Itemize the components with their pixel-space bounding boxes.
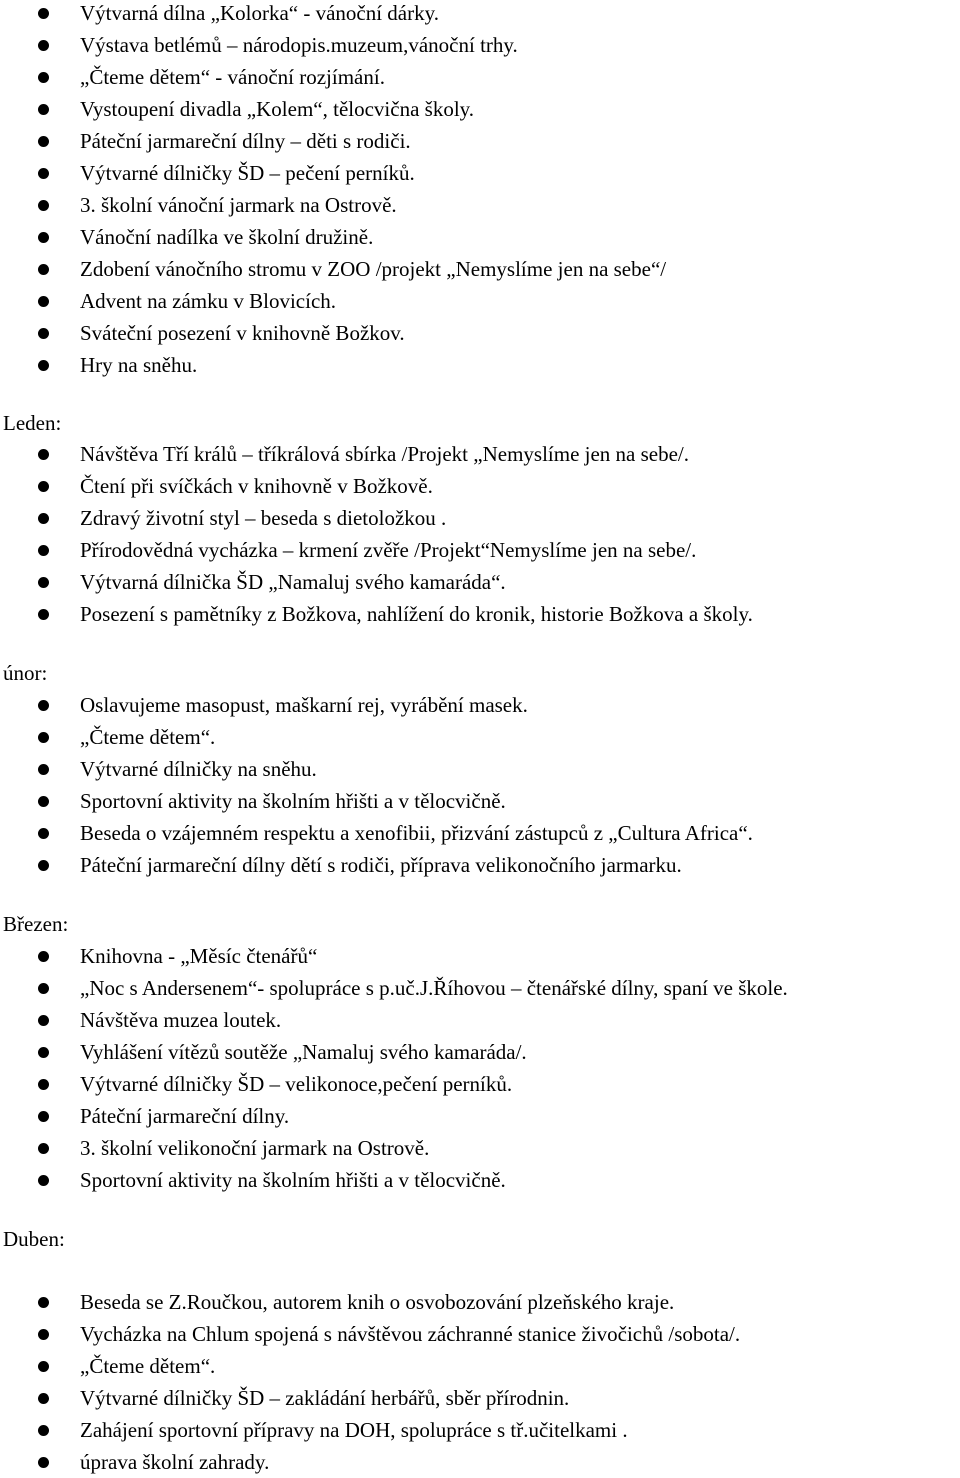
bullet-icon — [38, 796, 49, 807]
list-item: „Čteme dětem“ - vánoční rozjímání. — [80, 65, 385, 89]
bullet-icon — [38, 1111, 49, 1122]
list-item: Páteční jarmareční dílny dětí s rodiči, příprava velikonočního jarmarku. — [80, 853, 682, 877]
bullet-icon — [38, 609, 49, 620]
bullet-icon — [38, 1143, 49, 1154]
bullet-icon — [38, 136, 49, 147]
bullet-icon — [38, 828, 49, 839]
bullet-icon — [38, 104, 49, 115]
list-item: Zahájení sportovní přípravy na DOH, spolupráce s tř.učitelkami . — [80, 1418, 628, 1442]
list-item: Návštěva Tří králů – tříkrálová sbírka /Projekt „Nemyslíme jen na sebe/. — [80, 442, 690, 466]
list-item: Knihovna - „Měsíc čtenářů“ — [80, 944, 318, 968]
list-item: Sváteční posezení v knihovně Božkov. — [80, 321, 405, 345]
list-item: Čtení při svíčkách v knihovně v Božkově. — [80, 474, 433, 498]
list-item: 3. školní vánoční jarmark na Ostrově. — [80, 193, 397, 217]
list-item: Vycházka na Chlum spojená s návštěvou záchranné stanice živočichů /sobota/. — [80, 1322, 741, 1346]
list-item: Oslavujeme masopust, maškarní rej, vyrábění masek. — [80, 693, 528, 717]
bullet-icon — [38, 449, 49, 460]
bullet-icon — [38, 513, 49, 524]
bullet-icon — [38, 1361, 49, 1372]
bullet-icon — [38, 860, 49, 871]
list-item: Sportovní aktivity na školním hřišti a v tělocvičně. — [80, 789, 506, 813]
bullet-icon — [38, 481, 49, 492]
section-heading: Duben: — [3, 1227, 65, 1251]
list-item: Vyhlášení vítězů soutěže „Namaluj svého kamaráda/. — [80, 1040, 527, 1064]
bullet-icon — [38, 764, 49, 775]
bullet-icon — [38, 1047, 49, 1058]
list-item: Hry na sněhu. — [80, 353, 198, 377]
list-item: Advent na zámku v Blovicích. — [80, 289, 337, 313]
bullet-icon — [38, 8, 49, 19]
list-item: Výtvarné dílničky ŠD – pečení perníků. — [80, 161, 415, 185]
list-item: Výtvarné dílničky na sněhu. — [80, 757, 317, 781]
bullet-icon — [38, 1393, 49, 1404]
bullet-icon — [38, 40, 49, 51]
bullet-icon — [38, 328, 49, 339]
section-heading: Leden: — [3, 411, 62, 435]
list-item: „Noc s Andersenem“- spolupráce s p.uč.J.Říhovou – čtenářské dílny, spaní ve škole. — [80, 976, 788, 1000]
bullet-icon — [38, 232, 49, 243]
list-item: Vánoční nadílka ve školní družině. — [80, 225, 374, 249]
bullet-icon — [38, 168, 49, 179]
list-item: Výtvarná dílna „Kolorka“ - vánoční dárky. — [80, 1, 439, 25]
bullet-icon — [38, 700, 49, 711]
bullet-icon — [38, 72, 49, 83]
list-item: Přírodovědná vycházka – krmení zvěře /Projekt“Nemyslíme jen na sebe/. — [80, 538, 697, 562]
section-heading: únor: — [3, 661, 48, 685]
list-item: „Čteme dětem“. — [80, 725, 216, 749]
bullet-icon — [38, 732, 49, 743]
bullet-icon — [38, 200, 49, 211]
bullet-icon — [38, 577, 49, 588]
list-item: 3. školní velikonoční jarmark na Ostrově. — [80, 1136, 430, 1160]
list-item: Beseda se Z.Roučkou, autorem knih o osvobozování plzeňského kraje. — [80, 1290, 675, 1314]
bullet-icon — [38, 951, 49, 962]
bullet-icon — [38, 296, 49, 307]
section-heading: Březen: — [3, 912, 69, 936]
list-item: Páteční jarmareční dílny. — [80, 1104, 290, 1128]
list-item: Vystoupení divadla „Kolem“, tělocvična školy. — [80, 97, 475, 121]
bullet-icon — [38, 545, 49, 556]
list-item: Výtvarná dílnička ŠD „Namaluj svého kamaráda“. — [80, 570, 506, 594]
list-item: Páteční jarmareční dílny – děti s rodiči. — [80, 129, 411, 153]
bullet-icon — [38, 1175, 49, 1186]
bullet-icon — [38, 360, 49, 371]
list-item: Zdobení vánočního stromu v ZOO /projekt „Nemyslíme jen na sebe“/ — [80, 257, 667, 281]
list-item: Zdravý životní styl – beseda s dietoložkou . — [80, 506, 447, 530]
list-item: Posezení s pamětníky z Božkova, nahlížení do kronik, historie Božkova a školy. — [80, 602, 753, 626]
bullet-icon — [38, 1015, 49, 1026]
bullet-icon — [38, 1297, 49, 1308]
bullet-icon — [38, 983, 49, 994]
list-item: Návštěva muzea loutek. — [80, 1008, 282, 1032]
list-item: Výtvarné dílničky ŠD – velikonoce,pečení perníků. — [80, 1072, 513, 1096]
list-item: úprava školní zahrady. — [80, 1450, 270, 1474]
list-item: Sportovní aktivity na školním hřišti a v tělocvičně. — [80, 1168, 506, 1192]
bullet-icon — [38, 1329, 49, 1340]
list-item: „Čteme dětem“. — [80, 1354, 216, 1378]
list-item: Výtvarné dílničky ŠD – zakládání herbářů, sběr přírodnin. — [80, 1386, 570, 1410]
bullet-icon — [38, 1425, 49, 1436]
list-item: Beseda o vzájemném respektu a xenofibii, přizvání zástupců z „Cultura Africa“. — [80, 821, 753, 845]
list-item: Výstava betlémů – národopis.muzeum,vánoční trhy. — [80, 33, 518, 57]
bullet-icon — [38, 1457, 49, 1468]
bullet-icon — [38, 264, 49, 275]
bullet-icon — [38, 1079, 49, 1090]
